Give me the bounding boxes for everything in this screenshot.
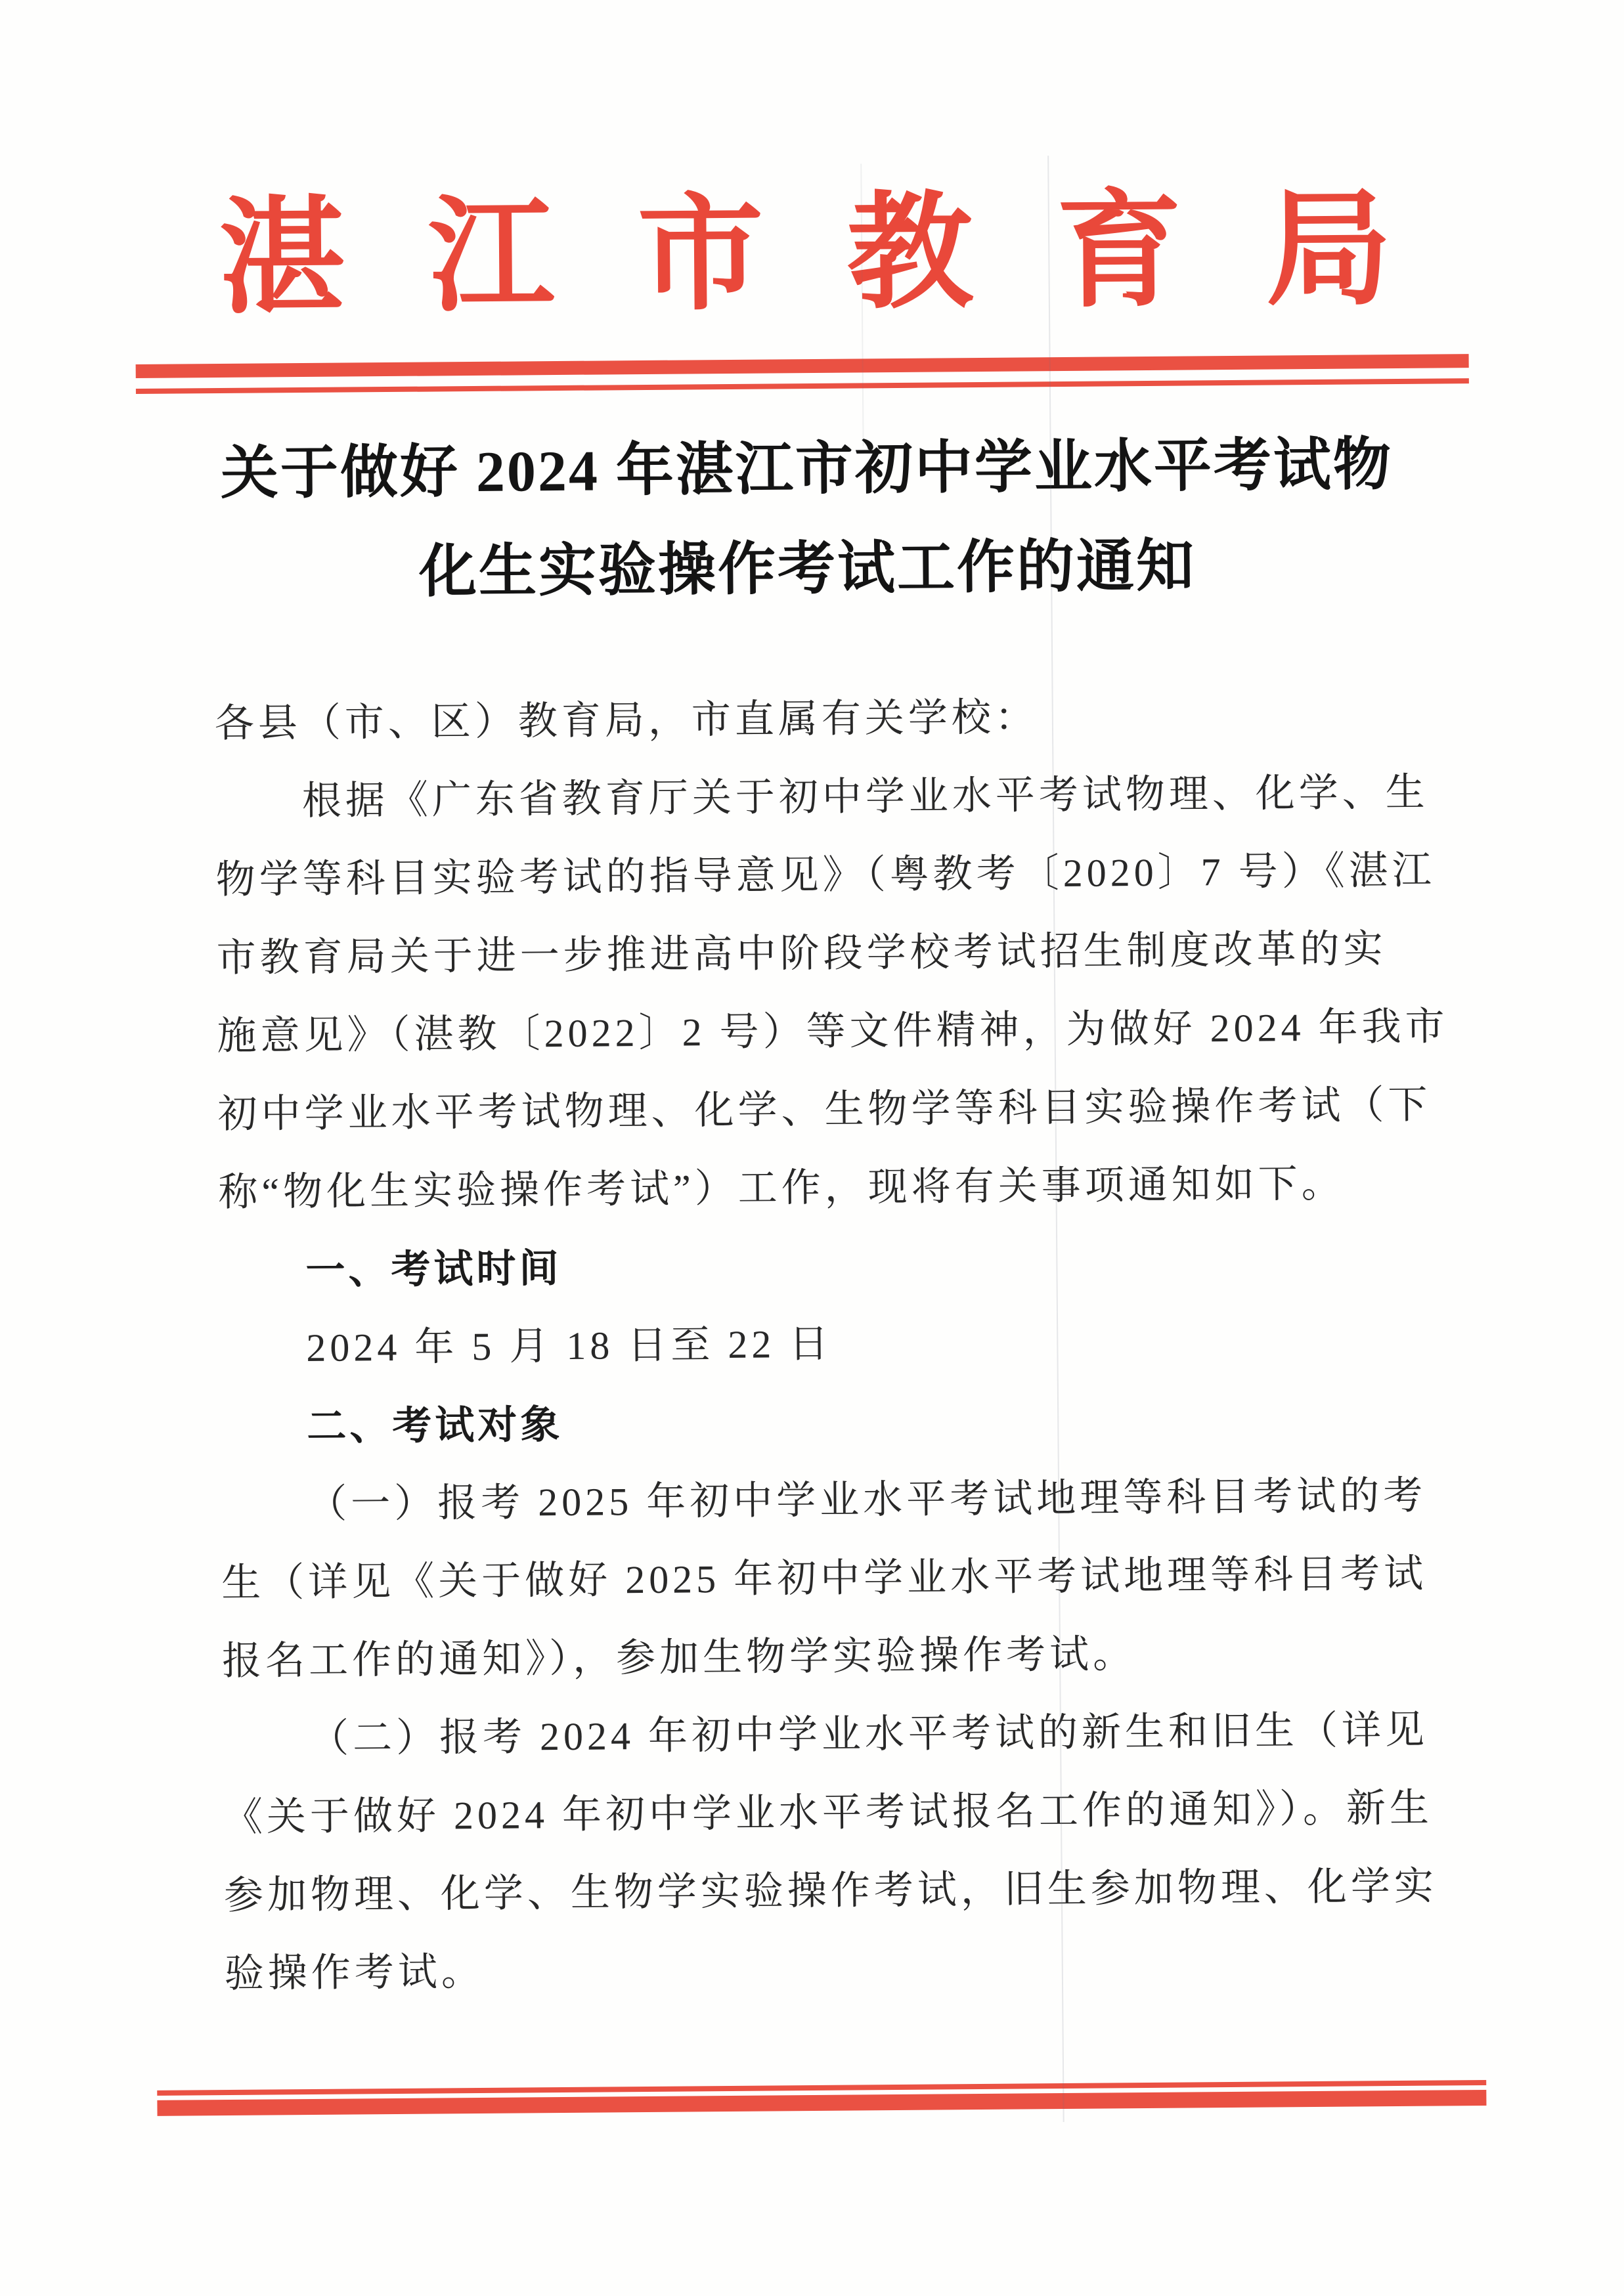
body-line: 根据《广东省教育厅关于初中学业水平考试物理、化学、生 bbox=[301, 770, 1430, 823]
body-line: 验操作考试。 bbox=[224, 1949, 485, 1996]
agency-masthead bbox=[218, 180, 1393, 330]
body-line: 《关于做好 2024 年初中学业水平考试报名工作的通知》）。新生 bbox=[223, 1786, 1434, 1840]
header-rule-thin bbox=[136, 378, 1469, 394]
notice-title-line-1: 关于做好 2024 年湛江市初中学业水平考试物 bbox=[220, 433, 1394, 507]
body-line: （一）报考 2025 年初中学业水平考试地理等科目考试的考 bbox=[307, 1473, 1427, 1527]
body-line: 物学等科目实验考试的指导意见》（粤教考〔2020〕7 号）《湛江 bbox=[215, 848, 1436, 902]
body-line: 参加物理、化学、生物学实验操作考试，旧生参加物理、化学实 bbox=[223, 1864, 1438, 1918]
header-rule-thick bbox=[136, 354, 1469, 378]
agency-name-char: 局 bbox=[1265, 180, 1393, 321]
notice-title-line-2: 化生实验操作考试工作的通知 bbox=[418, 534, 1196, 605]
agency-name-char: 市 bbox=[637, 184, 764, 326]
agency-name-char: 江 bbox=[428, 186, 555, 328]
notice-title bbox=[0, 414, 1620, 626]
section-heading-exam-time: 一、考试时间 bbox=[305, 1245, 562, 1293]
body-line: 报名工作的通知》），参加生物学实验操作考试。 bbox=[221, 1632, 1137, 1683]
exam-date-line: 2024 年 5 月 18 日至 22 日 bbox=[306, 1322, 833, 1370]
agency-name-char: 湛 bbox=[218, 188, 346, 330]
body-line: 施意见》（湛教〔2022〕2 号）等文件精神，为做好 2024 年我市 bbox=[217, 1005, 1449, 1058]
notice-body bbox=[214, 676, 1449, 2013]
section-heading-exam-target: 二、考试对象 bbox=[307, 1402, 563, 1449]
body-line: （二）报考 2024 年初中学业水平考试的新生和旧生（详见 bbox=[309, 1708, 1429, 1761]
body-line: 称“物化生实验操作考试”）工作，现将有关事项通知如下。 bbox=[218, 1161, 1345, 1215]
body-line: 生（详见《关于做好 2025 年初中学业水平考试地理等科目考试 bbox=[221, 1551, 1428, 1605]
salutation-line: 各县（市、区）教育局，市直属有关学校： bbox=[214, 695, 1039, 746]
agency-name-char: 教 bbox=[846, 183, 974, 324]
body-line: 市教育局关于进一步推进高中阶段学校考试招生制度改革的实 bbox=[216, 927, 1387, 980]
agency-name-char: 育 bbox=[1055, 181, 1183, 323]
body-line: 初中学业水平考试物理、化学、生物学等科目实验操作考试（下 bbox=[217, 1083, 1432, 1137]
